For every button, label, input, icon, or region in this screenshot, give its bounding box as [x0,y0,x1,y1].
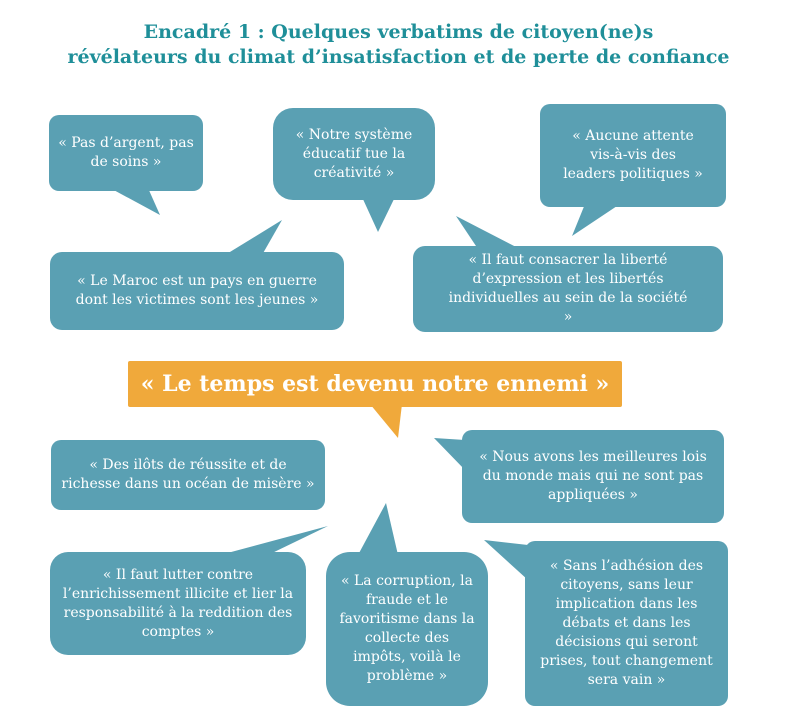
center-bubble-tail [370,404,402,438]
quote-bubble-q3: « Aucune attente vis-à-vis des leaders politiques » [563,128,703,182]
bubble-tail-q9 [358,503,398,555]
quote-bubble-q1: « Pas d’argent, pas de soins » [58,135,194,170]
quote-bubble-q5: « Il faut consacrer la liberté d’expression et les libertés individuelles au sein de la société » [448,252,688,325]
bubble-tail-q1 [110,188,160,215]
quote-bubble-q2: « Notre système éducatif tue la créativité » [295,126,413,181]
center-quote: « Le temps est devenu notre ennemi » [140,371,610,397]
quote-bubble-q4: « Le Maroc est un pays en guerre dont les victimes sont les jeunes » [75,273,319,308]
bubble-tail-q5 [456,216,520,249]
bubble-tail-q3 [572,204,620,236]
quote-bubble-q6: « Des ilôts de réussite et de richesse dans un océan de misère » [61,457,315,492]
bubble-tail-q7 [434,438,465,470]
quote-bubble-q10: « Sans l’adhésion des citoyens, sans leur implication dans les débats et dans les décisions qui seront prises, tout changement sera vain » [540,558,713,688]
bubble-tail-q10 [484,540,528,580]
quote-bubble-q9: « La corruption, la fraude et le favoritisme dans la collecte des impôts, voilà le problème » [339,573,475,684]
title-line-1: Encadré 1 : Quelques verbatims de citoyen(ne)s [143,21,654,43]
bubble-tail-q4 [225,220,282,255]
quote-bubble-q7: « Nous avons les meilleures lois du monde mais qui ne sont pas appliquées » [479,449,707,503]
bubble-tail-q2 [362,197,395,232]
title-line-2: révélateurs du climat d’insatisfaction et de perte de confiance [67,46,730,68]
bubble-tail-q8 [220,526,328,555]
quote-bubble-q8: « Il faut lutter contre l’enrichissement illicite et lier la responsabilité à la reddition des comptes » [62,566,294,640]
